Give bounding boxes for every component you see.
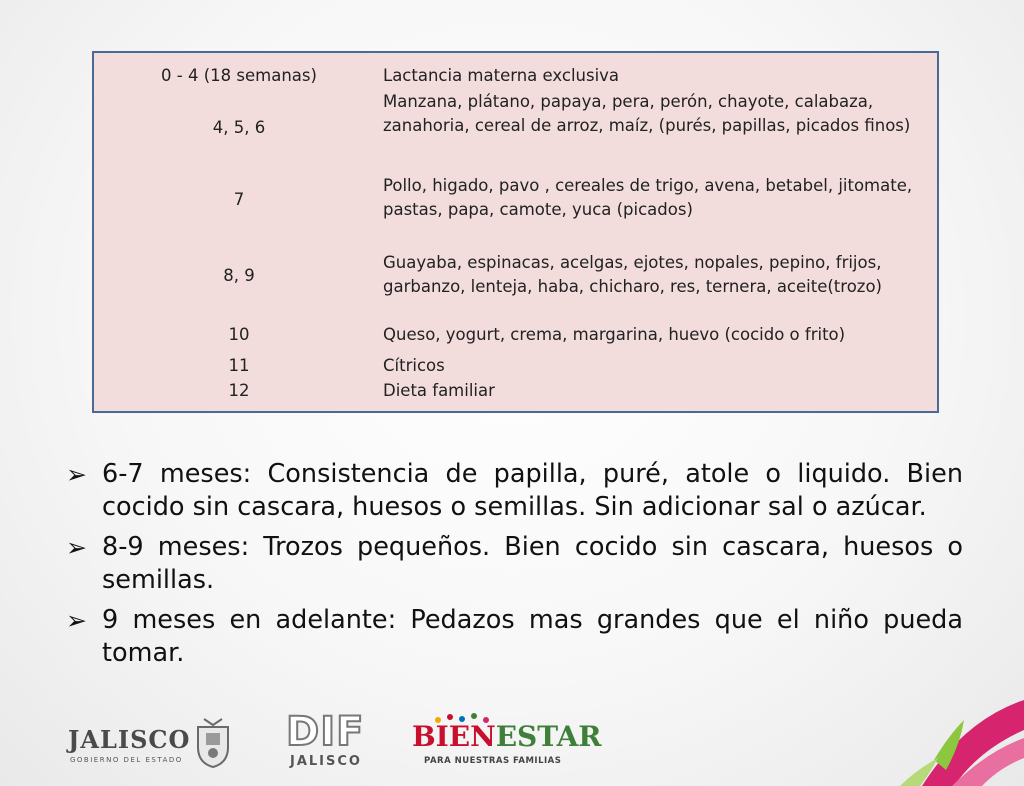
age-cell: 4, 5, 6 [212,118,266,137]
age-cell: 8, 9 [223,266,255,285]
foods-cell: Dieta familiar [383,381,495,400]
bullet-item [66,604,963,670]
coat-of-arms-icon [192,717,234,769]
bullet-text: 9 meses en adelante: Pedazos mas grandes que el niño pueda tomar. [102,605,963,668]
arrow-bullet-icon: ➢ [66,606,87,635]
foods-cell: Manzana, plátano, papaya, pera, perón, chayote, calabaza, zanahoria, cereal de arroz, maíz, (purés, papillas, picados finos) [383,92,911,135]
jalisco-logo-sub: GOBIERNO DEL ESTADO [70,756,183,764]
feeding-table [92,51,939,413]
bienestar-logo-name: BIENESTAR [412,720,602,753]
foods-cell: Queso, yogurt, crema, margarina, huevo (cocido o frito) [383,325,846,344]
age-cell: 12 [228,381,250,400]
foods-cell: Pollo, higado, pavo , cereales de trigo, avena, betabel, jitomate, pastas, papa, camote, yuca (picados) [383,176,913,219]
foods-cell: Cítricos [383,356,445,375]
jalisco-logo [68,725,238,775]
dif-logo-sub: JALISCO [290,754,362,769]
jalisco-logo-name: JALISCO [68,725,191,754]
foods-cell: Guayaba, espinacas, acelgas, ejotes, nopales, pepino, frijos, garbanzo, lenteja, haba, chicharo, res, ternera, aceite(trozo) [383,253,882,296]
age-cell: 10 [228,325,250,344]
bienestar-logo [412,712,602,772]
bullet-item [66,531,963,597]
bullet-text: 8-9 meses: Trozos pequeños. Bien cocido sin cascara, huesos o semillas. [102,532,963,595]
arrow-bullet-icon: ➢ [66,460,87,489]
bullet-list [66,458,963,677]
age-cell: 11 [228,356,250,375]
bienestar-logo-sub: PARA NUESTRAS FAMILIAS [424,756,562,766]
footer-logos [0,700,1024,786]
bullet-text: 6-7 meses: Consistencia de papilla, puré, atole o liquido. Bien cocido sin cascara, huesos o semillas. Sin adicionar sal o azúcar. [102,459,963,522]
dif-logo-name: DIF [286,709,365,755]
age-cell: 0 - 4 (18 semanas) [161,66,317,85]
bullet-item [66,458,963,524]
arrow-bullet-icon: ➢ [66,533,87,562]
age-cell: 7 [233,190,245,209]
dif-logo [286,709,366,772]
swoosh-decoration-icon [894,700,1024,786]
foods-cell: Lactancia materna exclusiva [383,66,620,85]
